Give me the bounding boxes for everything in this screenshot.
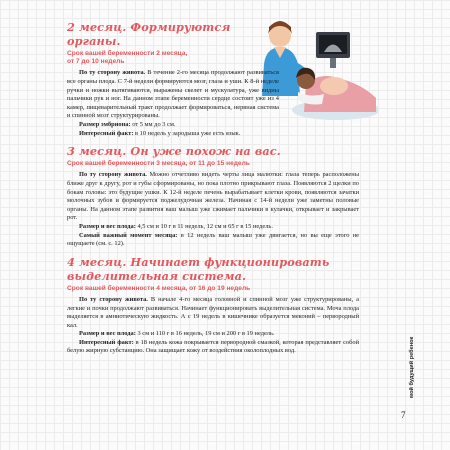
paragraph: Размер и вес плода: 3 см и 110 г в 16 недель, 19 см и 200 г в 19 недель. [79, 330, 275, 338]
paragraph: Размер эмбриона: от 5 мм до 3 см. [79, 120, 176, 128]
section-heading: 2 месяц. Формируются органы. [67, 20, 231, 48]
section-heading: 3 месяц. Он уже похож на вас. [67, 144, 281, 159]
main-content [67, 20, 367, 356]
paragraph: Интересный факт: в 18 недель кожа покрывается первородной смазкой, которая представляет собой белую жирную субстанцию. Она защищает кожу от воздействия околоплодных вод. [67, 338, 359, 355]
chapter-sidebar-label: мой будущий ребенок [409, 336, 415, 398]
paragraph: По ту сторону живота. В начале 4-го месяца головной и спинной мозг уже структурированы, а легкие и почки продолжают развиваться. Начинает функционировать выделительная система. Моча плода выделяется в амниотическую жидкость. А с 19 недель в кишечнике образуется меконий – первородный кал. [67, 295, 359, 329]
paragraph: Размер и вес плода: 4,5 см и 10 г в 11 недель, 12 см и 65 г в 15 недель. [79, 222, 273, 230]
section-month-2 [67, 20, 279, 138]
paragraph: Интересный факт: в 10 недель у зародыша уже есть язык. [79, 129, 241, 137]
paragraph: По ту сторону живота. Можно отчетливо видеть черты лица малютки: глаза теперь расположены ближе друг к другу, рот и губы сформированы, но пока плотно прикрывают глаза. Появляются 2 щелки по бокам головы: это будущие ушки. К 12-й неделе печень вырабатывает клетки крови, появляются зачатки молочных зубов и формируется поджелудочная железа. Начиная с 14-й недели уже заметны половые органы. На данном этапе развития ваш малыш уже сжимает пальчики в кулачки, открывает и закрывает рот. [67, 171, 359, 222]
page-number: 7 [401, 410, 406, 420]
paragraph: Самый важный момент месяца: в 12 недель ваш малыш уже двигается, но вы еще этого не ощущаете (см. с. 12). [67, 231, 359, 248]
section-subheading: Срок вашей беременности 2 месяца, от 7 до 10 недель [67, 50, 188, 66]
section-month-3 [67, 144, 359, 249]
section-month-4 [67, 255, 359, 356]
paragraph: По ту сторону живота. В течение 2-го месяца продолжают развиваться все органы плода. С 7-й недели формируются мозг, глаза и уши. К 8-й неделе ручки и ножки вытягиваются, выражены скелет и мускулатура, уже видны пальчики рук и ног. На данном этапе беременности сердце состоит уже из 4 камер, пищеварительный тракт продолжает формироваться, нервная система и спинной мозг структурированы. [67, 69, 279, 120]
section-subheading: Срок вашей беременности 4 месяца, от 16 до 19 недель [67, 284, 251, 292]
section-subheading: Срок вашей беременности 3 месяца, от 11 до 15 недель [67, 160, 250, 168]
section-heading: 4 месяц. Начинает функционировать выделительная система. [67, 254, 330, 283]
